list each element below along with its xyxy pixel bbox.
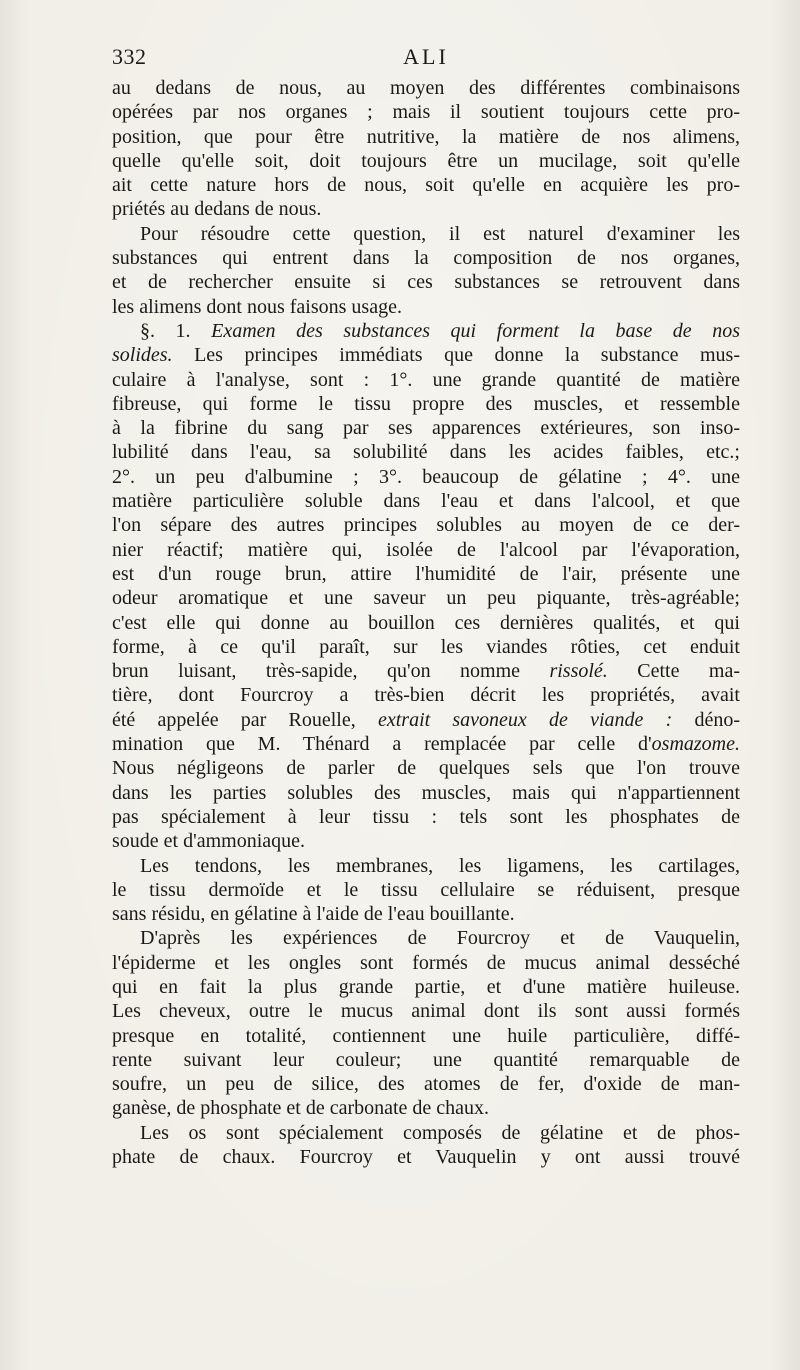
text-line: à la fibrine du sang par ses apparences extérieures, son inso- bbox=[112, 417, 740, 440]
section-heading-line bbox=[112, 319, 740, 343]
text-line: Les cheveux, outre le mucus animal dont ils sont aussi formés bbox=[112, 1000, 740, 1023]
text-fragment: déno- bbox=[694, 708, 740, 731]
text-line: l'on sépare des autres principes solubles au moyen de ce der- bbox=[112, 514, 740, 537]
text-line: c'est elle qui donne au bouillon ces dernières qualités, et qui bbox=[112, 611, 740, 634]
text-line: le tissu dermoïde et le tissu cellulaire se réduisent, presque bbox=[112, 878, 740, 901]
term-rissole: rissolé. bbox=[549, 660, 608, 683]
text-line: matière particulière soluble dans l'eau et dans l'alcool, et que bbox=[112, 490, 740, 513]
text-line: D'après les expériences de Fourcroy et de Vauquelin, bbox=[140, 927, 740, 950]
text-fragment: mination que M. Thénard a remplacée par celle d' bbox=[112, 733, 652, 756]
term-extrait: extrait savoneux de viande : bbox=[377, 708, 673, 731]
text-line: dans les parties solubles des muscles, mais qui n'appartiennent bbox=[112, 781, 740, 804]
page-number: 332 bbox=[112, 44, 147, 69]
text-line: position, que pour être nutritive, la matière de nos alimens, bbox=[112, 125, 740, 148]
text-line: phate de chaux. Fourcroy et Vauquelin y ont aussi trouvé bbox=[112, 1146, 740, 1169]
text-line: Les tendons, les membranes, les ligamens, les cartilages, bbox=[140, 854, 740, 877]
text-line: forme, à ce qu'il paraît, sur les viandes rôties, cet enduit bbox=[112, 635, 740, 658]
text-fragment: été appelée par Rouelle, bbox=[112, 708, 356, 731]
text-line: lubilité dans l'eau, sa solubilité dans les acides faibles, etc.; bbox=[112, 441, 740, 464]
section-title: Examen des substances qui forment la base de nos bbox=[211, 319, 740, 342]
text-fragment: brun luisant, très-sapide, qu'on nomme bbox=[112, 660, 521, 683]
body-text bbox=[112, 76, 740, 1169]
running-head: ALI bbox=[403, 44, 449, 69]
text-line bbox=[112, 343, 740, 367]
text-line: culaire à l'analyse, sont : 1°. une grande quantité de matière bbox=[112, 368, 740, 391]
text-line bbox=[112, 659, 740, 683]
text-line: soufre, un peu de silice, des atomes de fer, d'oxide de man- bbox=[112, 1073, 740, 1096]
text-line: ganèse, de phosphate et de carbonate de chaux. bbox=[112, 1097, 490, 1120]
text-line: nier réactif; matière qui, isolée de l'alcool par l'évaporation, bbox=[112, 538, 740, 561]
text-line: ait cette nature hors de nous, soit qu'elle en acquière les pro- bbox=[112, 174, 740, 197]
section-mark: §. 1. bbox=[140, 319, 191, 342]
text-line bbox=[112, 708, 740, 732]
text-fragment: Les principes immédiats que donne la substance mus- bbox=[194, 344, 740, 367]
text-line bbox=[112, 732, 740, 756]
text-line: et de rechercher ensuite si ces substances se retrouvent dans bbox=[112, 271, 740, 294]
text-line: presque en totalité, contiennent une huile particulière, diffé- bbox=[112, 1024, 740, 1047]
text-line: odeur aromatique et une saveur un peu piquante, très-agréable; bbox=[112, 587, 740, 610]
text-line: substances qui entrent dans la composition de nos organes, bbox=[112, 247, 740, 270]
text-line: 2°. un peu d'albumine ; 3°. beaucoup de gélatine ; 4°. une bbox=[112, 465, 740, 488]
term-osmazome: osmazome. bbox=[651, 733, 740, 756]
text-line: opérées par nos organes ; mais il soutient toujours cette pro- bbox=[112, 101, 740, 124]
page-header bbox=[112, 44, 740, 76]
text-fragment: Cette ma- bbox=[637, 660, 740, 683]
text-line: au dedans de nous, au moyen des différentes combinaisons bbox=[112, 77, 740, 99]
text-line: les alimens dont nous faisons usage. bbox=[112, 295, 402, 318]
text-line: Nous négligeons de parler de quelques sels que l'on trouve bbox=[112, 757, 740, 780]
text-line: qui en fait la plus grande partie, et d'une matière huileuse. bbox=[112, 975, 740, 998]
text-line: Les os sont spécialement composés de gélatine et de phos- bbox=[140, 1121, 740, 1144]
text-line: Pour résoudre cette question, il est naturel d'examiner les bbox=[140, 222, 740, 245]
text-line: fibreuse, qui forme le tissu propre des muscles, et ressemble bbox=[112, 392, 740, 415]
text-line: rente suivant leur couleur; une quantité remarquable de bbox=[112, 1048, 740, 1071]
text-line: soude et d'ammoniaque. bbox=[112, 830, 305, 853]
text-line: sans résidu, en gélatine à l'aide de l'eau bouillante. bbox=[112, 903, 515, 926]
text-line: l'épiderme et les ongles sont formés de mucus animal desséché bbox=[112, 951, 740, 974]
section-title-end: solides. bbox=[112, 344, 173, 367]
text-line: est d'un rouge brun, attire l'humidité de l'air, présente une bbox=[112, 562, 740, 585]
text-line: pas spécialement à leur tissu : tels sont les phosphates de bbox=[112, 805, 740, 828]
text-line: quelle qu'elle soit, doit toujours être un mucilage, soit qu'elle bbox=[112, 149, 740, 172]
text-line: tière, dont Fourcroy a très-bien décrit les propriétés, avait bbox=[112, 684, 740, 707]
text-line: priétés au dedans de nous. bbox=[112, 198, 322, 221]
